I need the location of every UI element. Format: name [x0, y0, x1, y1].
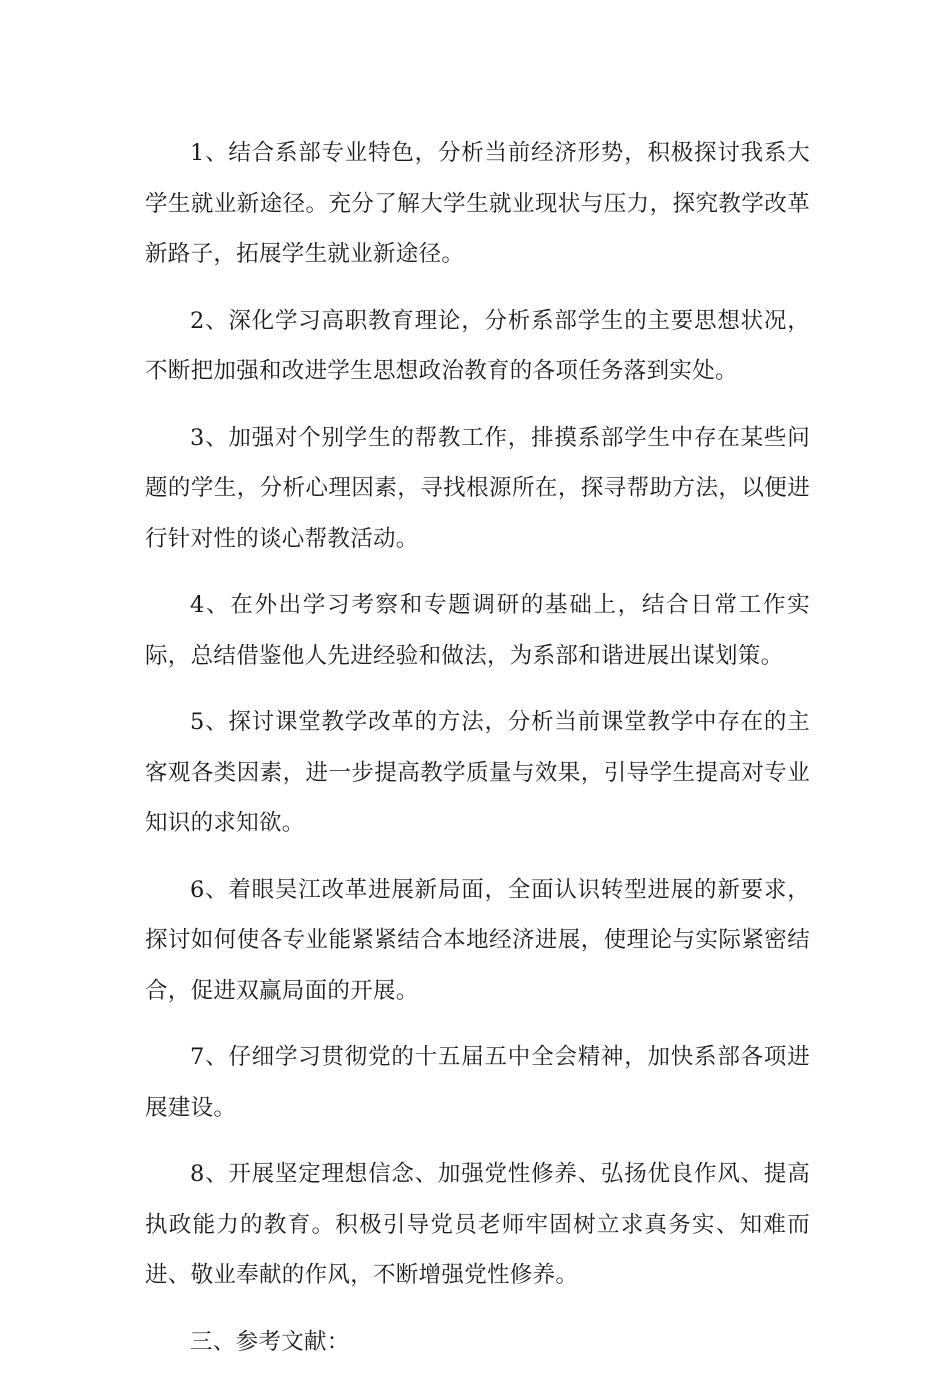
- paragraph-item-4: 4、在外出学习考察和专题调研的基础上，结合日常工作实际，总结借鉴他人先进经验和做法，为系部和谐进展出谋划策。: [145, 592, 810, 669]
- paragraph-item-7: 7、仔细学习贯彻党的十五届五中全会精神，加快系部各项进展建设。: [145, 1044, 810, 1121]
- paragraph-item-1: 1、结合系部专业特色，分析当前经济形势，积极探讨我系大学生就业新途径。充分了解大学生就业现状与压力，探究教学改革新路子，拓展学生就业新途径。: [145, 140, 810, 267]
- paragraph-item-8: 8、开展坚定理想信念、加强党性修养、弘扬优良作风、提高执政能力的教育。积极引导党员老师牢固树立求真务实、知难而进、敬业奉献的作风，不断增强党性修养。: [145, 1161, 810, 1288]
- paragraph-item-3: 3、加强对个别学生的帮教工作，排摸系部学生中存在某些问题的学生，分析心理因素，寻找根源所在，探寻帮助方法，以便进行针对性的谈心帮教活动。: [145, 424, 810, 552]
- paragraph-item-6: 6、着眼吴江改革进展新局面，全面认识转型进展的新要求，探讨如何使各专业能紧紧结合本地经济进展，使理论与实际紧密结合，促进双赢局面的开展。: [145, 876, 810, 1004]
- paragraph-item-2: 2、深化学习高职教育理论，分析系部学生的主要思想状况，不断把加强和改进学生思想政治教育的各项任务落到实处。: [145, 307, 810, 384]
- paragraph-item-5: 5、探讨课堂教学改革的方法，分析当前课堂教学中存在的主客观各类因素，进一步提高教学质量与效果，引导学生提高对专业知识的求知欲。: [145, 709, 810, 836]
- document-body: [145, 128, 810, 1383]
- section-heading-references: 三、参考文献：: [190, 1328, 350, 1355]
